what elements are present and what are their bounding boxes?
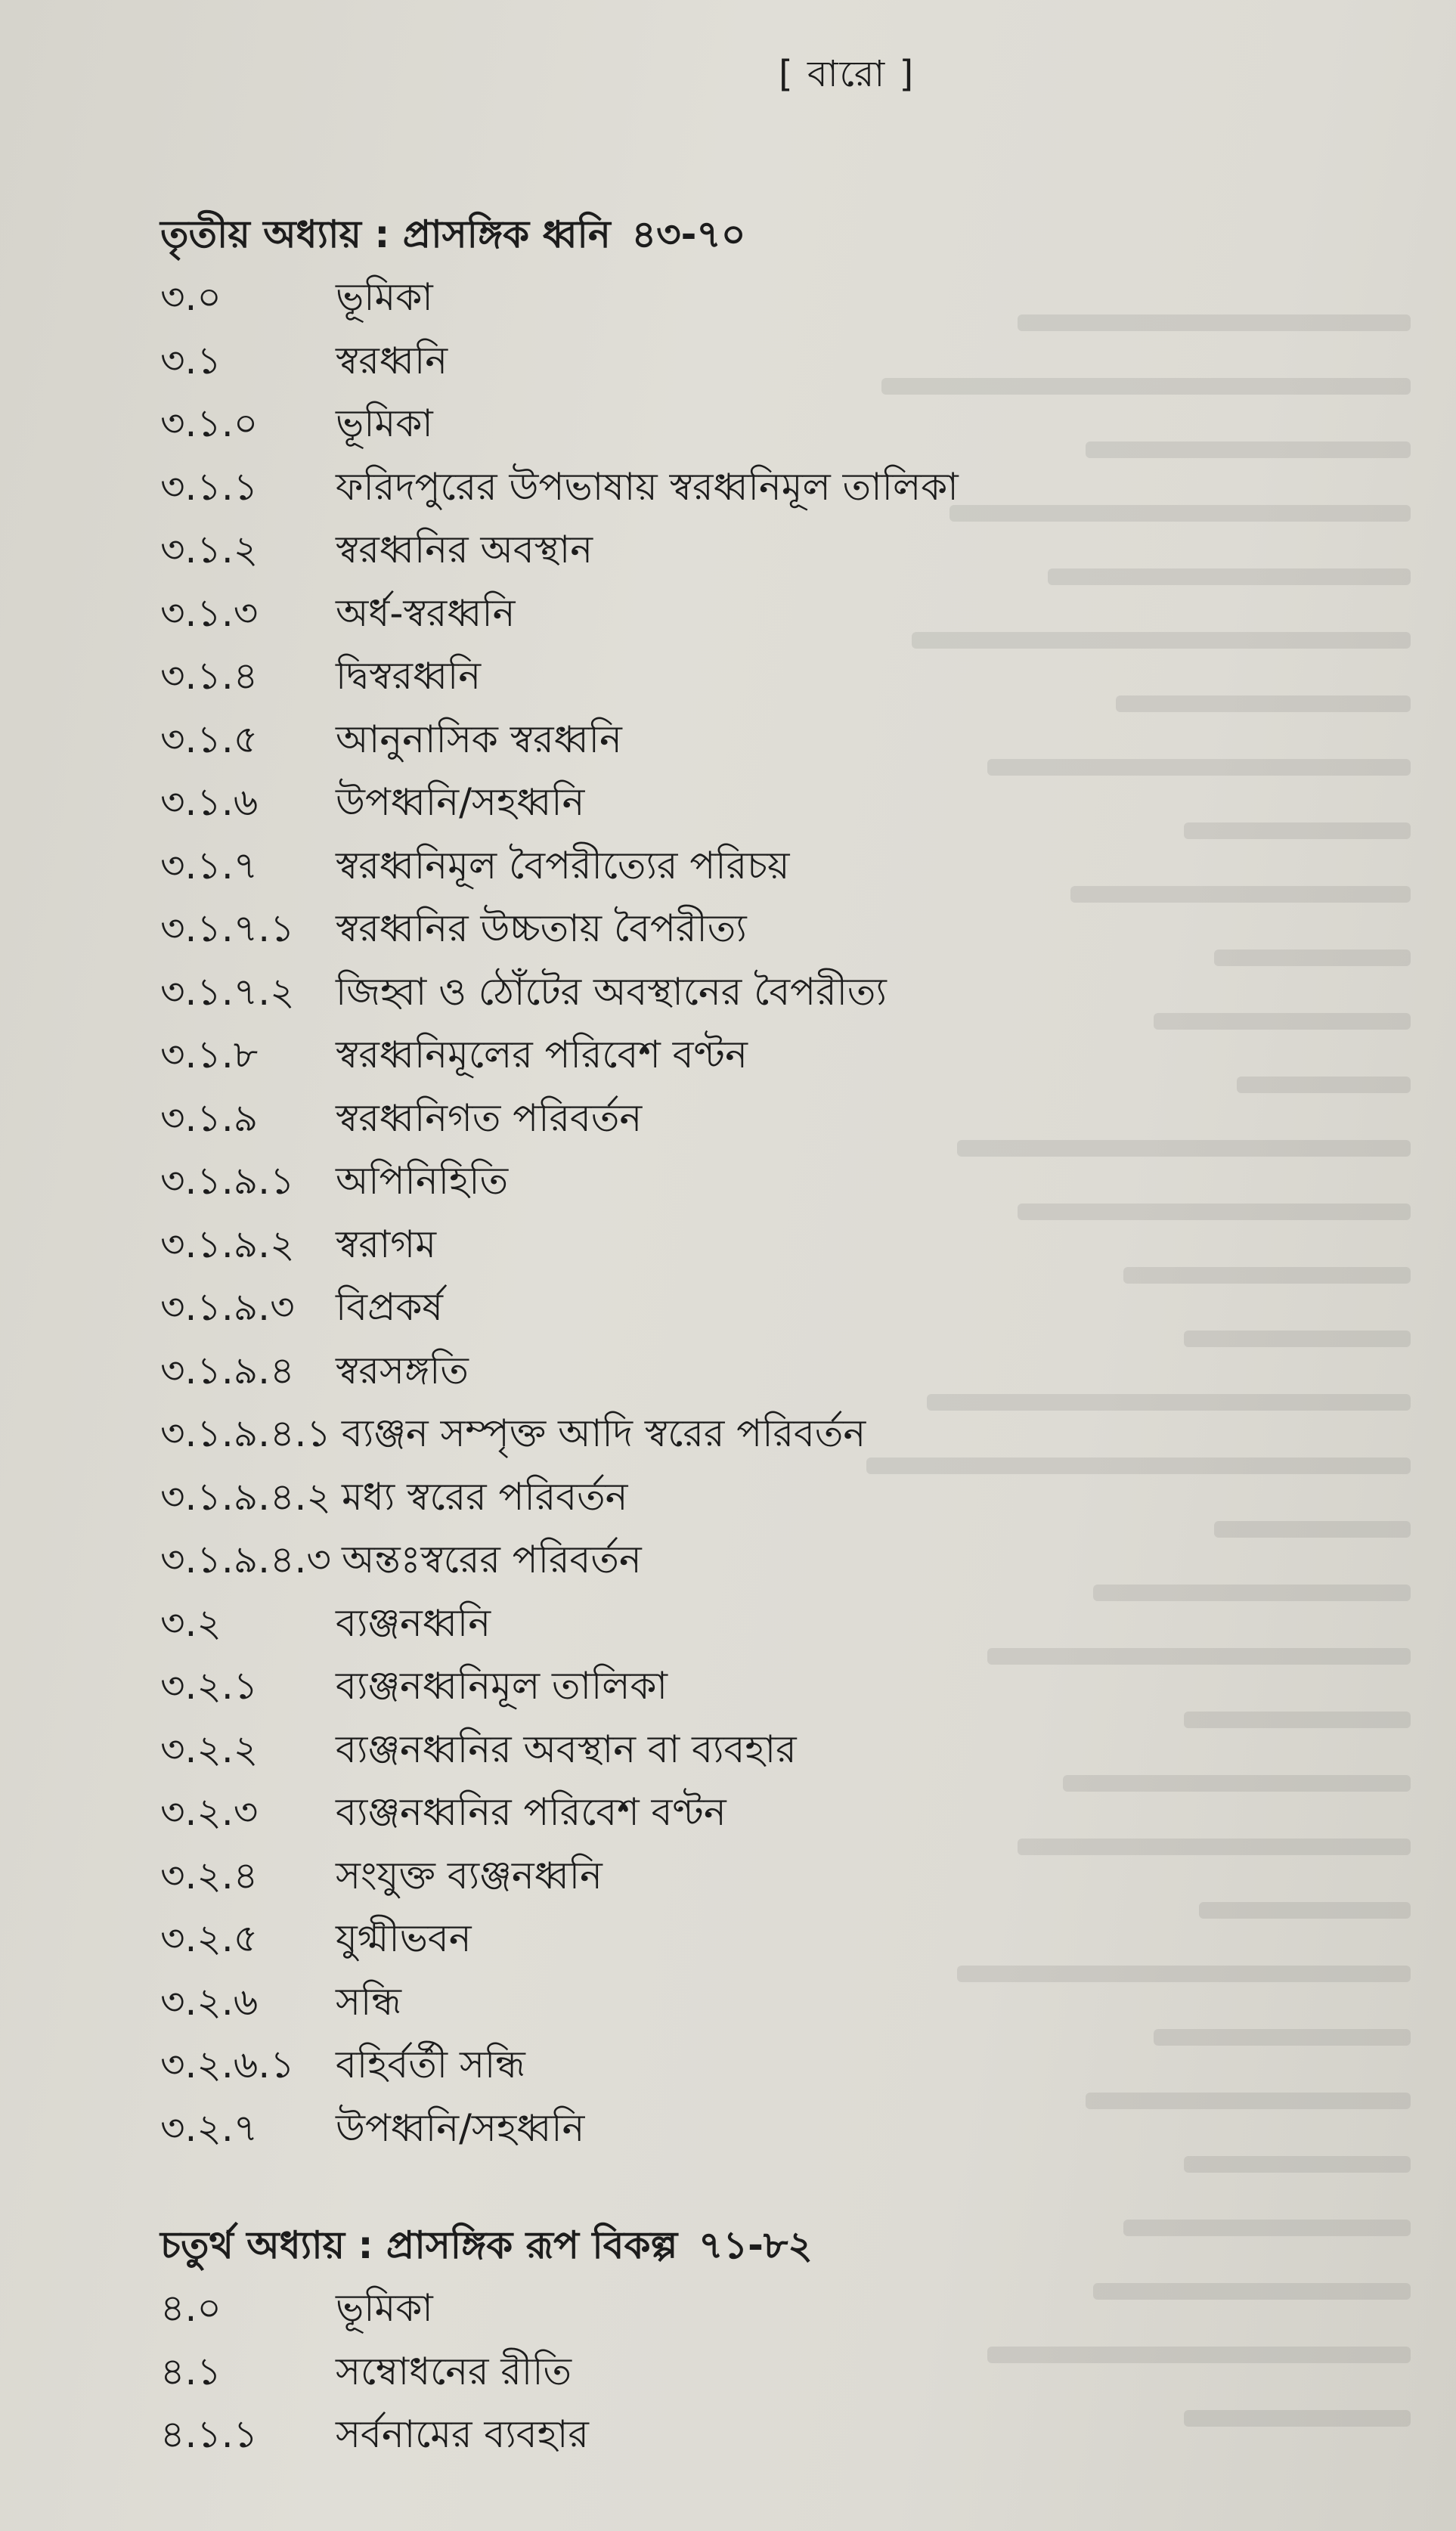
section-number: ৩.০ bbox=[160, 275, 221, 319]
toc-row bbox=[160, 1213, 959, 1277]
chapter-4-section bbox=[160, 2213, 813, 2467]
section-number: ৩.১.৯.৪.২ bbox=[160, 1474, 331, 1519]
toc-row bbox=[160, 1024, 959, 1087]
section-number: ৩.১.৯.৪.৩ bbox=[160, 1538, 331, 1581]
section-title: সম্বোধনের রীতি bbox=[336, 2349, 572, 2393]
section-title: স্বরধ্বনিমূলের পরিবেশ বণ্টন bbox=[336, 1033, 748, 1077]
toc-row bbox=[160, 1718, 959, 1782]
chapter-page-range: ৭১-৮২ bbox=[699, 2223, 813, 2267]
section-title: আনুনাসিক স্বরধ্বনি bbox=[336, 717, 622, 761]
section-number: ৩.২.৬ bbox=[160, 1979, 259, 2024]
section-title: সংযুক্ত ব্যঞ্জনধ্বনি bbox=[336, 1853, 603, 1897]
section-number: ৩.২.৫ bbox=[160, 1916, 259, 1960]
section-number: ৪.১.১ bbox=[160, 2412, 259, 2456]
section-title: যুগ্মীভবন bbox=[336, 1916, 472, 1960]
section-number: ৩.২.৩ bbox=[160, 1790, 259, 1834]
toc-row bbox=[160, 708, 959, 772]
toc-list bbox=[160, 266, 959, 2160]
section-number: ৩.১.৯.৪ bbox=[160, 1348, 295, 1393]
toc-row bbox=[160, 1655, 959, 1718]
toc-row bbox=[160, 1402, 959, 1466]
toc-row bbox=[160, 1592, 959, 1656]
show-through-line bbox=[821, 2319, 1411, 2383]
chapter-3-section bbox=[160, 203, 959, 2160]
section-title: ব্যঞ্জনধ্বনি bbox=[336, 1600, 491, 1645]
toc-row bbox=[160, 266, 959, 330]
show-through-line bbox=[821, 2192, 1411, 2256]
section-title: অন্তঃস্বরের পরিবর্তন bbox=[341, 1538, 642, 1581]
section-title: সন্ধি bbox=[336, 1979, 401, 2024]
toc-list bbox=[160, 2277, 813, 2467]
section-number: ৩.১.৩ bbox=[160, 590, 259, 635]
section-title: সর্বনামের ব্যবহার bbox=[336, 2412, 589, 2456]
section-number: ৩.১.৯.৪.১ bbox=[160, 1411, 331, 1455]
chapter-title-text: চতুর্থ অধ্যায় : প্রাসঙ্গিক রূপ বিকল্প bbox=[160, 2223, 678, 2267]
section-number: ৩.১.৮ bbox=[160, 1033, 259, 1077]
toc-row bbox=[160, 1907, 959, 1971]
toc-row bbox=[160, 1276, 959, 1340]
section-title: স্বরধ্বনি bbox=[336, 338, 448, 383]
section-title: ব্যঞ্জনধ্বনির পরিবেশ বণ্টন bbox=[336, 1790, 726, 1834]
section-number: ৪.১ bbox=[160, 2349, 221, 2393]
chapter-title bbox=[160, 203, 959, 266]
chapter-title bbox=[160, 2213, 813, 2277]
toc-row bbox=[160, 1781, 959, 1845]
section-number: ৩.১.৯ bbox=[160, 1095, 259, 1140]
section-number: ৩.২.৬.১ bbox=[160, 2043, 295, 2086]
toc-row bbox=[160, 1150, 959, 1213]
section-number: ৩.১.৭.১ bbox=[160, 906, 295, 950]
section-title: অর্ধ-স্বরধ্বনি bbox=[336, 590, 516, 635]
toc-row bbox=[160, 582, 959, 646]
section-number: ৩.১.২ bbox=[160, 528, 259, 572]
section-number: ৪.০ bbox=[160, 2286, 221, 2330]
toc-row bbox=[160, 519, 959, 582]
toc-row bbox=[160, 1845, 959, 1908]
section-title: অপিনিহিতি bbox=[336, 1159, 509, 1203]
section-number: ৩.১.৪ bbox=[160, 654, 259, 698]
section-title: ফরিদপুরের উপভাষায় স্বরধ্বনিমূল তালিকা bbox=[336, 464, 959, 509]
toc-row bbox=[160, 1466, 959, 1529]
section-title: বহির্বর্তী সন্ধি bbox=[336, 2043, 525, 2086]
section-number: ৩.২ bbox=[160, 1600, 221, 1645]
section-number: ৩.২.৪ bbox=[160, 1853, 259, 1897]
toc-row bbox=[160, 2034, 959, 2097]
section-number: ৩.১.৫ bbox=[160, 717, 259, 761]
section-title: উপধ্বনি/সহধ্বনি bbox=[336, 780, 585, 824]
section-title: উপধ্বনি/সহধ্বনি bbox=[336, 2105, 585, 2150]
show-through-line bbox=[821, 2383, 1411, 2442]
toc-row bbox=[160, 1529, 959, 1592]
section-number: ৩.১.৯.৩ bbox=[160, 1285, 295, 1329]
section-title: ব্যঞ্জনধ্বনিমূল তালিকা bbox=[336, 1664, 668, 1708]
page-number-header: [ বারো ] bbox=[779, 53, 915, 95]
section-title: ব্যঞ্জন সম্পৃক্ত আদি স্বরের পরিবর্তন bbox=[341, 1411, 866, 1455]
toc-row bbox=[160, 392, 959, 456]
chapter-title-text: তৃতীয় অধ্যায় : প্রাসঙ্গিক ধ্বনি bbox=[160, 212, 611, 256]
section-number: ৩.১.৯.১ bbox=[160, 1159, 295, 1203]
section-number: ৩.২.৭ bbox=[160, 2105, 259, 2150]
toc-row bbox=[160, 456, 959, 519]
section-number: ৩.১.১ bbox=[160, 464, 259, 509]
show-through-line bbox=[821, 2256, 1411, 2319]
toc-row bbox=[160, 1971, 959, 2034]
section-number: ৩.২.২ bbox=[160, 1727, 259, 1771]
section-title: ভূমিকা bbox=[336, 275, 433, 319]
section-title: স্বরসঙ্গতি bbox=[336, 1348, 469, 1393]
section-title: স্বরধ্বনিমূল বৈপরীত্যের পরিচয় bbox=[336, 843, 790, 888]
toc-row bbox=[160, 2340, 813, 2404]
section-number: ৩.১.০ bbox=[160, 401, 259, 445]
toc-row bbox=[160, 330, 959, 393]
section-number: ৩.২.১ bbox=[160, 1664, 259, 1708]
toc-row bbox=[160, 961, 959, 1024]
section-title: ভূমিকা bbox=[336, 2286, 433, 2330]
toc-row bbox=[160, 2277, 813, 2340]
toc-row bbox=[160, 2097, 959, 2161]
section-title: ভূমিকা bbox=[336, 401, 433, 445]
section-title: ব্যঞ্জনধ্বনির অবস্থান বা ব্যবহার bbox=[336, 1727, 797, 1771]
section-title: স্বরধ্বনিগত পরিবর্তন bbox=[336, 1095, 643, 1140]
section-title: স্বরাগম bbox=[336, 1222, 436, 1266]
toc-row bbox=[160, 835, 959, 898]
chapter-page-range: ৪৩-৭০ bbox=[631, 212, 746, 256]
section-title: মধ্য স্বরের পরিবর্তন bbox=[341, 1474, 628, 1519]
section-number: ৩.১ bbox=[160, 338, 221, 383]
toc-row bbox=[160, 1087, 959, 1151]
section-title: স্বরধ্বনির উচ্চতায় বৈপরীত্য bbox=[336, 906, 747, 950]
toc-row bbox=[160, 645, 959, 708]
section-number: ৩.১.৬ bbox=[160, 780, 259, 824]
toc-row bbox=[160, 1340, 959, 1403]
section-number: ৩.১.৯.২ bbox=[160, 1222, 295, 1266]
section-title: স্বরধ্বনির অবস্থান bbox=[336, 528, 593, 572]
section-title: বিপ্রকর্ষ bbox=[336, 1285, 444, 1329]
toc-row bbox=[160, 2403, 813, 2467]
section-title: দ্বিস্বরধ্বনি bbox=[336, 654, 482, 698]
section-title: জিহ্বা ও ঠোঁটের অবস্থানের বৈপরীত্য bbox=[336, 969, 887, 1014]
section-number: ৩.১.৭ bbox=[160, 843, 259, 888]
toc-row bbox=[160, 771, 959, 835]
toc-row bbox=[160, 897, 959, 961]
section-number: ৩.১.৭.২ bbox=[160, 969, 295, 1014]
